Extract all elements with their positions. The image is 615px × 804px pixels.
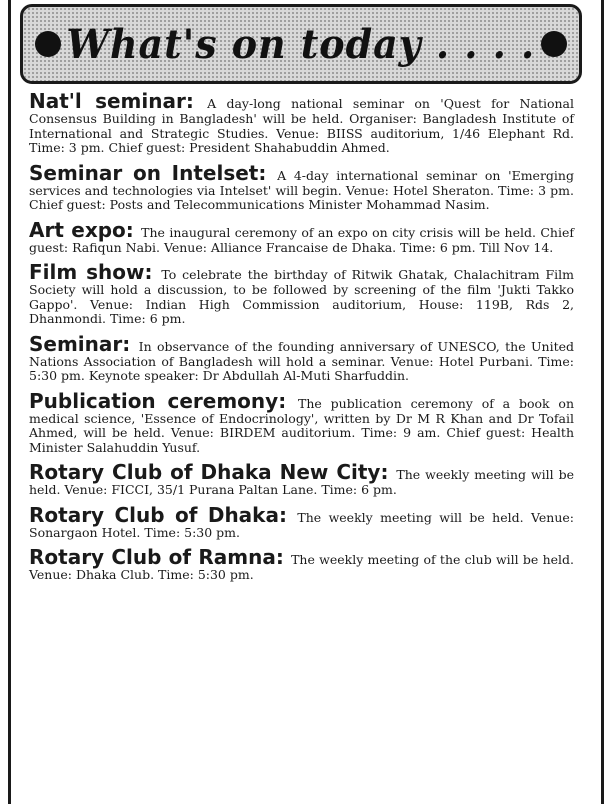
event-heading: Rotary Club of Dhaka:: [29, 502, 298, 527]
event-heading: Rotary Club of Ramna:: [29, 545, 292, 569]
event-entry: [29, 162, 574, 213]
event-description: A 4-day international seminar on 'Emerging services and technologies via Intelset' will begin. Venue: Hotel Sheraton. Time: 3 pm. Chief guest: Posts and Telecommunications Minister Mohammad Nasim.: [29, 167, 574, 212]
event-description: The inaugural ceremony of an expo on city crisis will be held. Chief guest: Rafiqun Nabi. Venue: Alliance Francaise de Dhaka. Time: 6 pm. Till Nov 14.: [29, 224, 574, 255]
event-description: A day-long national seminar on 'Quest for National Consensus Building in Bangladesh' will be held. Organiser: Bangladesh Institute of International and Strategic Studies. Venue: BIISS auditorium, 1/46 Elephant Rd. Time: 3 pm. Chief guest: President Shahabuddin Ahmed.: [29, 96, 574, 155]
event-description: The weekly meeting of the club will be held. Venue: Dhaka Club. Time: 5:30 pm.: [29, 552, 574, 582]
event-entry: [29, 261, 574, 327]
event-heading: Art expo:: [29, 217, 142, 242]
event-description: The publication ceremony of a book on medical science, 'Essence of Endocrinology', written by Dr M R Khan and Dr Tofail Ahmed, will be held. Venue: BIRDEM auditorium. Time: 9 am. Chief guest: Health Minister Salahuddin Yusuf.: [29, 395, 575, 455]
event-entry: [29, 90, 574, 156]
bullet-icon: [541, 31, 567, 57]
event-heading: Film show:: [29, 260, 162, 284]
event-heading: Nat'l seminar:: [29, 89, 208, 113]
page-title: What's on today . . . .: [66, 20, 536, 68]
event-heading: Publication ceremony:: [29, 388, 299, 413]
event-entry: [29, 333, 574, 384]
section-header: [20, 4, 582, 84]
event-heading: Seminar on Intelset:: [29, 160, 278, 185]
event-description: To celebrate the birthday of Ritwik Ghatak, Chalachitram Film Society will hold a discussion, to be followed by screening of the film 'Jukti Takko Gappo'. Venue: Indian High Commission auditorium, House: 119B, Rds 2, Dhanmondi. Time: 6 pm.: [29, 267, 574, 326]
event-entry: [29, 219, 574, 256]
event-heading: Rotary Club of Dhaka New City:: [29, 460, 397, 484]
event-entry: [29, 461, 574, 498]
event-entry: [29, 390, 574, 456]
event-entry: [29, 546, 574, 583]
bullet-icon: [35, 31, 61, 57]
event-entry: [29, 504, 574, 541]
event-description: The weekly meeting will be held. Venue: FICCI, 35/1 Purana Paltan Lane. Time: 6 pm.: [29, 467, 574, 497]
event-listing: [29, 90, 574, 589]
event-description: The weekly meeting will be held. Venue: Sonargaon Hotel. Time: 5:30 pm.: [29, 509, 574, 540]
event-description: In observance of the founding anniversary of UNESCO, the United Nations Association of Bangladesh will hold a seminar. Venue: Hotel Purbani. Time: 5:30 pm. Keynote speaker: Dr Abdullah Al-Muti Sharfuddin.: [29, 338, 574, 383]
event-heading: Seminar:: [29, 331, 139, 356]
